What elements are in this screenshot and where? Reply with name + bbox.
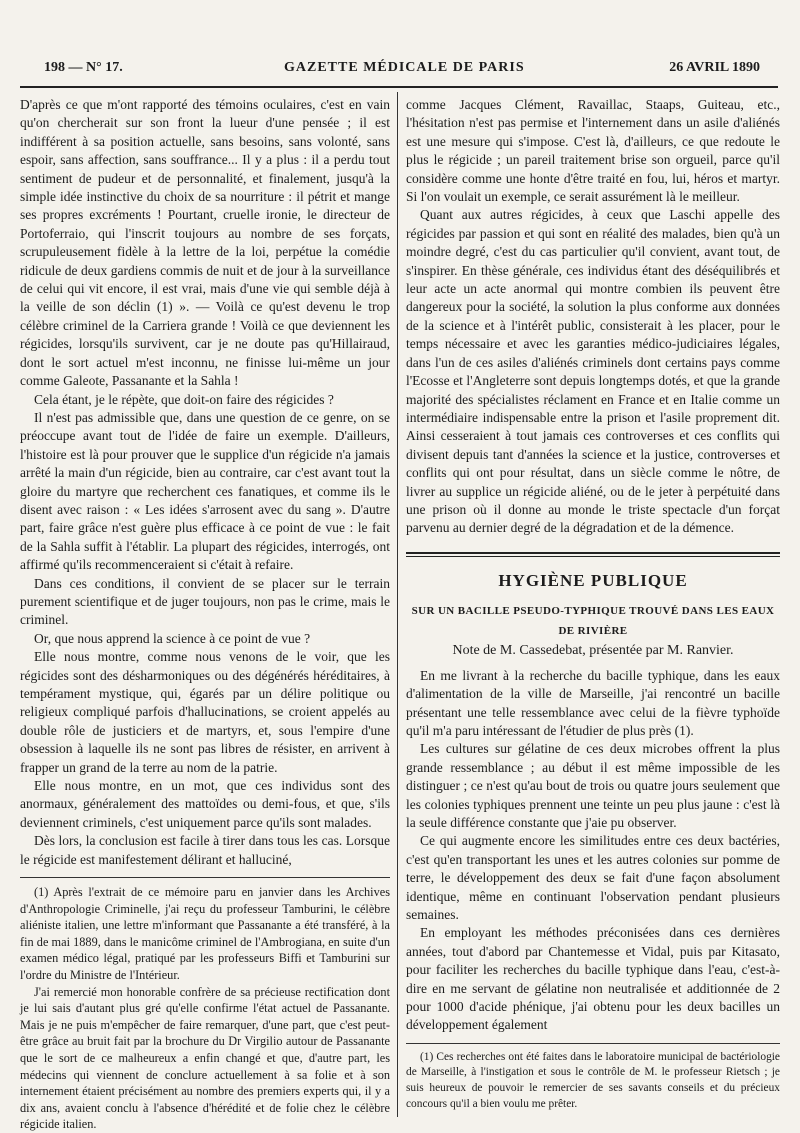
body-paragraph: Dans ces conditions, il convient de se placer sur le terrain purement scientifique et de juger toujours, non pas le crime, mais le criminel.	[20, 575, 390, 628]
journal-title: GAZETTE MÉDICALE DE PARIS	[284, 60, 525, 75]
body-paragraph: Quant aux autres régicides, à ceux que Laschi appelle des régicides par passion et qui sont en réalité des malades, bien qu'à un moindre degré, c'est du cas particulier qu'il convient, avant tout, de s'inspirer. En thèse générale, ces individus étant des déséquilibrés et leur acte un acte anormal qui montre combien ils peuvent être dangereux pour la société, la solution la plus conforme aux données de la science et à l'intérêt public, consisterait à les placer, pour le temps nécessaire et avec les garanties médico-judiciaires légales, dans l'un de ces asiles d'aliénés criminels dont certains pays comme l'Ecosse et l'Angleterre sont depuis longtemps dotés, et que la grande majorité des spécialistes réclament en France et en Italie comme un intermédiaire indispensable entre la prison et l'asile proprement dit. Ainsi cesseraient à tout jamais ces controverses et ces conflits qui divisent depuis tant d'années la science et la justice, controverses et conflits qui ont pour résultat, dans un siècle comme le nôtre, de livrer au supplice un régicide aliéné, ou de le jeter à perpétuité dans une prison où il donne au monde le triste spectacle d'un forçat parvenu au dernier degré de la dégradation et de la démence.	[406, 207, 780, 536]
body-paragraph: Cela étant, je le répète, que doit-on faire des régicides ?	[34, 391, 334, 407]
body-paragraph: Dès lors, la conclusion est facile à tirer dans tous les cas. Lorsque le régicide est manifestement délirant et halluciné,	[20, 833, 390, 867]
footnote: (1) Après l'extrait de ce mémoire paru en janvier dans les Archives d'Anthropologie Criminelle, j'ai reçu du professeur Tamburini, le célèbre aliéniste italien, une lettre m'informant que Passanante a été transféré, à la fin de mai 1889, dans le manicôme criminel de l'Ambrogiana, en suite d'un examen médico légal, pratiqué par les professeurs Biffi et Tamburini sur l'ordre du Ministre de l'Intérieur.	[20, 885, 390, 983]
article-title-cont: DE RIVIÈRE	[558, 624, 628, 637]
section-rule	[406, 552, 780, 554]
body-paragraph: Il n'est pas admissible que, dans une question de ce genre, on se préoccupe avant tout de l'idée de faire un exemple. D'ailleurs, l'histoire est là pour prouver que le supplice d'un régicide n'a jamais arrêté la main d'un régicide, bien au contraire, car c'est avant tout la gloire du martyre que recherchent ces fanatiques, et comme ils le disent avec raison : « Les idées s'arrosent avec du sang ». D'autre part, faire grâce n'est guère plus efficace à ce point de vue : le fait de la Sahla suffit à l'établir. La plupart des régicides, interrogés, ont affirmé qu'ils recommenceraient si c'était à refaire.	[20, 409, 390, 573]
body-paragraph: Elle nous montre, en un mot, que ces individus sont des anormaux, généralement des mattoïdes ou demi-fous, et que, s'ils deviennent criminels, c'est uniquement parce qu'ils sont malades.	[20, 778, 390, 830]
article-title: SUR UN BACILLE PSEUDO-TYPHIQUE TROUVÉ DANS LES EAUX	[411, 604, 775, 617]
footnote: J'ai remercié mon honorable confrère de sa précieuse rectification dont je lui sais d'autant plus gré qu'elle confirme l'état actuel de Passanante. Mais je ne puis m'empêcher de faire remarquer, d'une part, que c'est peut-être grâce au bruit fait par la brochure du Dr Virgilio autour de Passanante que le sort de ce malheureux a enfin changé et que, d'autre part, les médecins qui viennent de conclure actuellement à sa folie et à son internement étaient précisément au nombre des premiers experts qui, il y a dix ans, avaient conclu à l'absence d'hérédité et de folie chez le célèbre régicide italien.	[20, 984, 390, 1132]
column-divider	[397, 92, 398, 1117]
article-byline: Note de M. Cassedebat, présentée par M. Ranvier.	[452, 642, 734, 658]
footnote-rule	[20, 877, 390, 878]
body-paragraph: En me livrant à la recherche du bacille typhique, dans les eaux d'alimentation de la ville de Marseille, j'ai rencontré un bacille présentant une telle ressemblance avec celui de la fièvre typhoïde qu'il m'a paru intéressant de l'étudier de plus près (1).	[406, 667, 780, 738]
body-paragraph: Or, que nous apprend la science à ce point de vue ?	[34, 630, 311, 646]
body-paragraph: comme Jacques Clément, Ravaillac, Staaps, Guiteau, etc., l'hésitation n'est pas permise et l'internement dans un asile d'aliénés est une mesure qui s'impose. C'est là, d'ailleurs, ce que redoute le plus le régicide ; un pareil traitement brise son orgueil, parce qu'il considère comme une honte d'être traité en fou, lui, héros et martyr. Si l'on voulait un exemple, ce serait assurément là le meilleur.	[406, 97, 780, 205]
body-paragraph: En employant les méthodes préconisées dans ces dernières années, tout d'abord par Chantemesse et Vidal, puis par Kitasato, pour faciliter les recherches du bacille typhique dans l'eau, c'est-à-dire en me servant de gélatine non neutralisée et additionnée de 2 pour 1000 d'acide phénique, j'ai obtenu pour les deux bacilles un développement également	[406, 925, 780, 1033]
page-number: 198 — N° 17.	[44, 60, 123, 75]
footnote-rule	[406, 1043, 780, 1044]
body-paragraph: Les cultures sur gélatine de ces deux microbes offrent la plus grande ressemblance ; au début il est même impossible de les distinguer ; ce n'est qu'au bout de trois ou quatre jours seulement que les colonies typhiques prennent une teinte un peu plus jaune : c'est là la seule différence constante que j'aie pu observer.	[406, 741, 780, 830]
right-column	[406, 96, 780, 1112]
header-rule	[20, 86, 778, 88]
body-paragraph: D'après ce que m'ont rapporté des témoins oculaires, c'est en vain qu'on chercherait sur son front la lueur d'une pensée ; il est indifférent à sa position actuelle, sans besoins, sans volonté, sans espoir, sans affection, sans souffrance... Il y a plus : il a perdu tout sentiment de pudeur et de personnalité, et finalement, jusqu'à la simple idée instinctive du choix de sa nourriture : il pétrit et mange ses propres excréments ! Pourtant, cruelle ironie, le directeur de Portoferraio, qui l'inscrit toujours au nombre de ses forçats, scrupuleusement fidèle à la lettre de la loi, perpétue la comédie ridicule de deux gardiens commis de nuit et de jour à la surveillance de celui qui vit encore, il est vrai, mais d'une vie qui semble déjà à la veille de son déclin (1) ». — Voilà ce qu'est devenu le trop célèbre criminel de la Carriera grande ! Voilà ce que deviennent les régicides, lorsqu'ils survivent, car je ne doute pas qu'Hillairaud, dont le sort actuel m'est inconnu, ne finisse lui-même un jour comme Galeote, Passanante et la Sahla !	[20, 97, 390, 389]
left-footnotes	[20, 884, 390, 1133]
left-column	[20, 96, 390, 1133]
footnote: (1) Ces recherches ont été faites dans le laboratoire municipal de bactériologie de Marseille, à l'instigation et sous le contrôle de M. le professeur Rietsch ; je suis heureux de pouvoir le remercier de ses savants conseils et du précieux concours qu'il a bien voulu me prêter.	[406, 1050, 780, 1110]
issue-date: 26 AVRIL 1890	[669, 60, 760, 75]
running-header	[44, 60, 760, 80]
section-rule	[406, 556, 780, 557]
body-paragraph: Ce qui augmente encore les similitudes entre ces deux bactéries, c'est qu'en transportant les unes et les autres colonies sur pomme de terre, le développement des deux se fait d'une façon absolument identique, même en continuant l'observation pendant plusieurs semaines.	[406, 833, 780, 923]
right-footnotes	[406, 1050, 780, 1112]
section-title: HYGIÈNE PUBLIQUE	[498, 570, 688, 590]
body-paragraph: Elle nous montre, comme nous venons de le voir, que les régicides sont des désharmoniques ou des dégénérés héréditaires, à tempérament mystique, qui, égarés par un délire politique ou religieux compliqué parfois d'hallucinations, se croient appelés au double rôle de justiciers et de martyrs, et, sous l'empire d'une obsession à laquelle ils ne sont pas libres de résister, en arrivent à frapper un grand de la terre au nom de la patrie.	[20, 649, 390, 775]
